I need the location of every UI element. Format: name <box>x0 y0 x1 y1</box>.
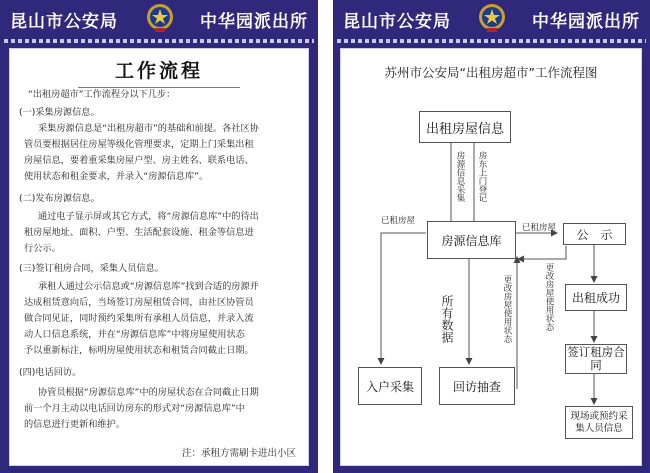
section-line: 行公示。 <box>24 243 61 254</box>
box-housing-database: 房源信息库 <box>427 221 516 259</box>
header-right-title: 中华园派出所 <box>532 11 640 32</box>
box-rental-info: 出租房屋信息 <box>419 111 511 143</box>
section-line: 的信息进行更新和维护。 <box>24 419 126 430</box>
section-line: 前一个月主动以电话回访房东的形式对“房源信息库”中 <box>24 403 245 414</box>
section-line: 使用状态和租金要求，并录入“房源信息库”。 <box>24 171 209 182</box>
flowchart-area <box>340 48 642 466</box>
box-publicity: 公 示 <box>563 223 626 245</box>
header-left-title: 昆山市公安局 <box>10 11 118 32</box>
section-heading: (二)发布房源信息。 <box>19 193 100 204</box>
box-collect-person-info: 现场或预约采集人员信息 <box>565 406 633 439</box>
section-line: 承租人通过公示信息或“房源信息库”找到合适的房源并 <box>38 281 259 292</box>
section-line: 采集房源信息是“出租房超市”的基础和前提。各社区协 <box>38 123 259 134</box>
footnote: 注：承租方需刷卡进出小区 <box>181 448 296 459</box>
label-update-status-left: 更改房屋使用状态 <box>502 275 512 343</box>
section-line: 做合同见证，同时预约采集所有承租人员信息，并录入流 <box>24 313 254 324</box>
section-line: 租房屋地址、面积、户型、生活配套设施、租金等信息进 <box>24 227 254 238</box>
label-collect: 房源信息采集 <box>455 151 465 202</box>
box-home-visit: 入户采集 <box>358 367 422 405</box>
section-line: 动人口信息系统，并在“房源信息库”中将房屋使用状态 <box>24 329 245 340</box>
label-update-status-right: 更改房屋使用状态 <box>544 263 554 331</box>
right-panel <box>333 0 650 473</box>
header-left-title: 昆山市公安局 <box>343 11 451 32</box>
page-title: 工作流程 <box>10 56 308 83</box>
section-heading: (一)采集房源信息。 <box>19 107 100 118</box>
section-heading: (四)电话回访。 <box>19 367 82 378</box>
intro-text: “出租房超市”工作流程分以下几步： <box>28 89 176 100</box>
section-line: 协管员根据“房源信息库”中的房屋状态在合同截止日期 <box>38 387 259 398</box>
box-sign-contract: 签订租房合同 <box>565 344 627 374</box>
box-follow-up-check: 回访抽查 <box>439 367 515 405</box>
flowchart-title: 苏州市公安局“出租房超市”工作流程图 <box>384 65 598 80</box>
section-line: 达成租赁意向后，当场签订房屋租赁合同，由社区协管员 <box>24 297 254 308</box>
header-divider <box>337 39 646 43</box>
section-heading: (三)签订租房合同，采集人员信息。 <box>19 263 164 274</box>
police-emblem-icon <box>146 3 174 33</box>
header-divider <box>4 39 314 43</box>
left-panel <box>0 0 318 473</box>
police-emblem-icon <box>478 3 506 33</box>
box-rental-success: 出租成功 <box>565 284 627 311</box>
left-content <box>9 48 309 466</box>
section-line: 房屋信息，要着重采集房屋户型、房主姓名、联系电话、 <box>24 155 254 166</box>
label-all-data: 所有数据 <box>440 295 454 343</box>
label-landlord-register: 房东上门登记 <box>477 151 487 202</box>
section-line: 予以重新标注，标明房屋使用状态和租赁合同截止日期。 <box>24 345 254 356</box>
section-line: 管员要根据居住房屋等级化管理要求，定期上门采集出租 <box>24 139 254 150</box>
section-line: 通过电子显示屏或其它方式，将“房源信息库”中的待出 <box>38 211 259 222</box>
label-rented-left: 已租房屋 <box>381 216 416 226</box>
header-right-title: 中华园派出所 <box>200 11 308 32</box>
label-rented-right: 已租房屋 <box>522 223 557 233</box>
